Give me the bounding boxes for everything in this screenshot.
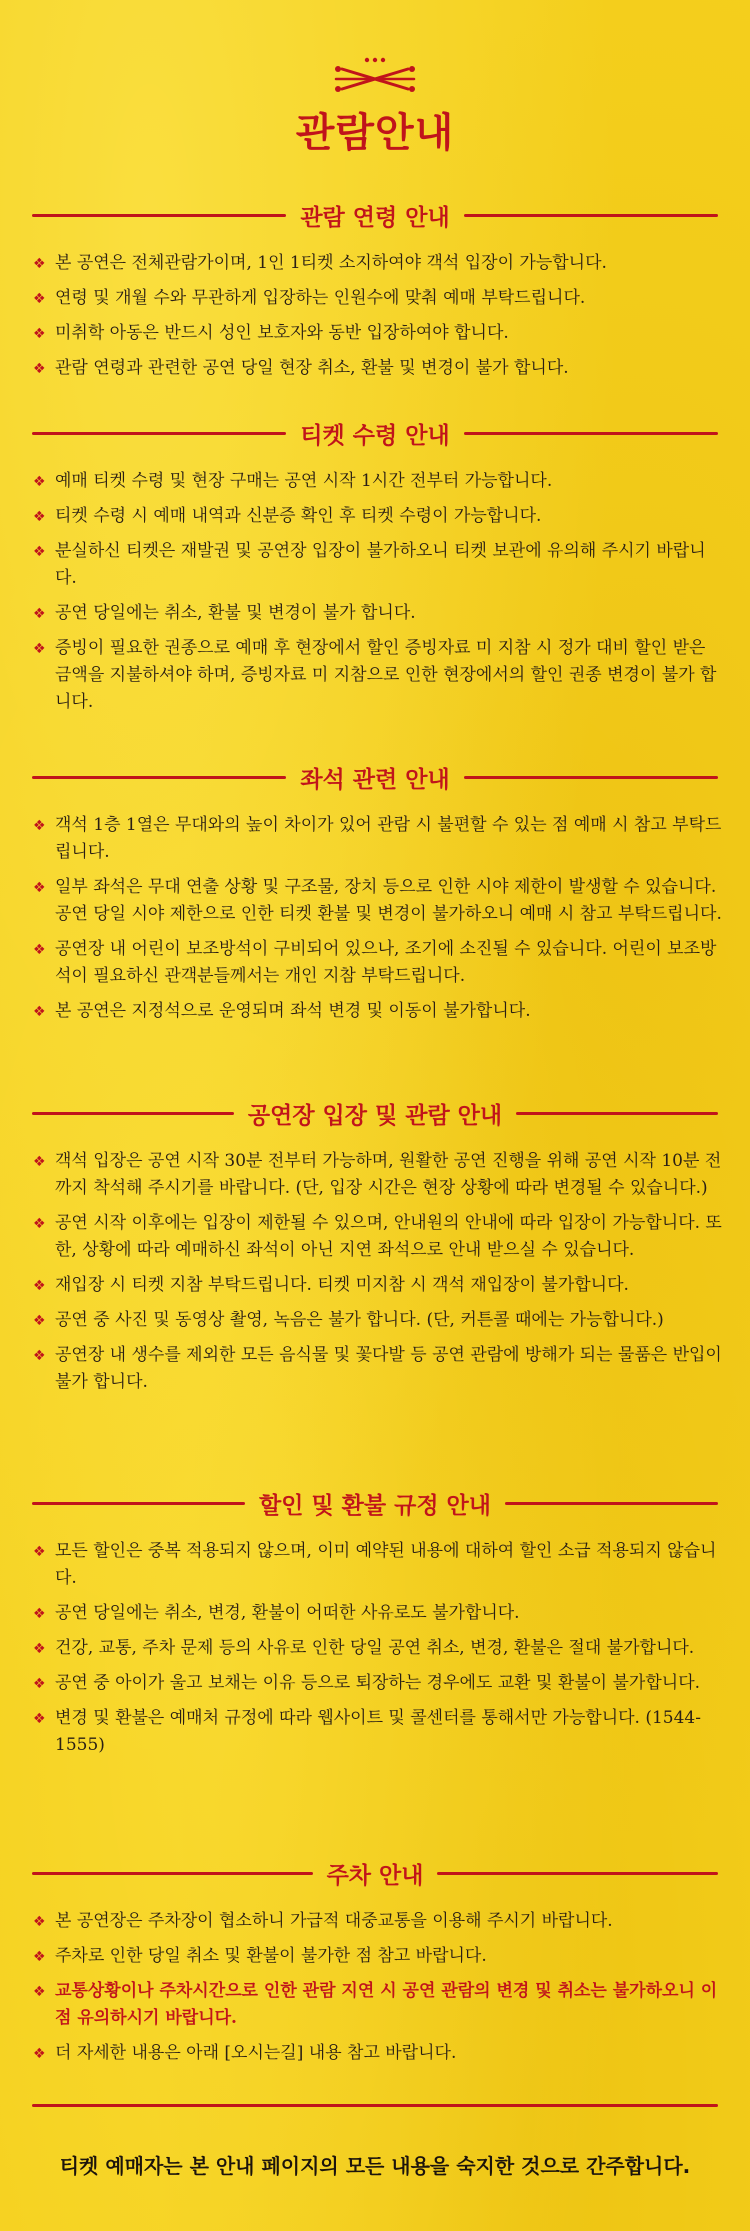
list-item-text: 공연장 내 어린이 보조방석이 구비되어 있으나, 조기에 소진될 수 있습니다. 어린이 보조방석이 필요하신 관객분들께서는 개인 지참 부탁드립니다. [55, 939, 717, 986]
list-item-text: 미취학 아동은 반드시 성인 보호자와 동반 입장하여야 합니다. [55, 323, 509, 343]
section-title: 좌석 관련 안내 [300, 766, 450, 793]
list-item [32, 1210, 722, 1264]
section-item-list [32, 1908, 722, 2075]
diamond-bullet-icon: ❖ [33, 1216, 46, 1232]
diamond-bullet-icon: ❖ [33, 1004, 46, 1020]
section-divider-left [32, 1112, 234, 1115]
section-item-list [32, 1148, 722, 1404]
list-item-text: 공연 시작 이후에는 입장이 제한될 수 있으며, 안내원의 안내에 따라 입장이 가능합니다. 또한, 상황에 따라 예매하신 좌석이 아닌 지연 좌석으로 안내 받으실 수 있습니다. [55, 1213, 722, 1260]
list-item [32, 320, 722, 347]
list-item-text: 증빙이 필요한 권종으로 예매 후 현장에서 할인 증빙자료 미 지참 시 정가 대비 할인 받은 금액을 지불하셔야 하며, 증빙자료 미 지참으로 인한 현장에서의 할인 권종 변경이 불가 합니다. [55, 638, 717, 712]
section-item-list [32, 1538, 722, 1767]
list-item-text: 객석 입장은 공연 시작 30분 전부터 가능하며, 원활한 공연 진행을 위해 공연 시작 10분 전까지 착석해 주시기를 바랍니다. (단, 입장 시간은 현장 상황에 따라 변경될 수 있습니다.) [55, 1151, 722, 1198]
list-item [32, 1635, 722, 1662]
list-item [32, 503, 722, 530]
list-item [32, 1342, 722, 1396]
diamond-bullet-icon: ❖ [33, 1154, 46, 1170]
section-header [32, 1488, 718, 1518]
section-divider-left [32, 214, 286, 217]
section-header [32, 1858, 718, 1888]
list-item-text: 재입장 시 티켓 지참 부탁드립니다. 티켓 미지참 시 객석 재입장이 불가합니다. [55, 1275, 629, 1295]
list-item [32, 1600, 722, 1627]
diamond-bullet-icon: ❖ [33, 1278, 46, 1294]
list-item-text: 공연장 내 생수를 제외한 모든 음식물 및 꽃다발 등 공연 관람에 방해가 되는 물품은 반입이 불가 합니다. [55, 1345, 722, 1392]
list-item [32, 1272, 722, 1299]
diamond-bullet-icon: ❖ [33, 641, 46, 657]
diamond-bullet-icon: ❖ [33, 1606, 46, 1622]
diamond-bullet-icon: ❖ [33, 1949, 46, 1965]
section-item-list [32, 250, 722, 390]
list-item-text: 본 공연은 지정석으로 운영되며 좌석 변경 및 이동이 불가합니다. [55, 1001, 531, 1021]
section-divider-left [32, 776, 286, 779]
page-title: 관람안내 [295, 110, 455, 156]
list-item [32, 600, 722, 627]
list-item [32, 635, 722, 716]
list-item [32, 355, 722, 382]
diamond-bullet-icon: ❖ [33, 291, 46, 307]
section-divider-right [437, 1872, 718, 1875]
list-item [32, 468, 722, 495]
list-item-text: 티켓 수령 시 예매 내역과 신분증 확인 후 티켓 수령이 가능합니다. [55, 506, 542, 526]
list-item-text: 객석 1층 1열은 무대와의 높이 차이가 있어 관람 시 불편할 수 있는 점 예매 시 참고 부탁드립니다. [55, 815, 722, 862]
list-item [32, 285, 722, 312]
list-item [32, 874, 722, 928]
list-item [32, 1538, 722, 1592]
diamond-bullet-icon: ❖ [33, 361, 46, 377]
list-item-text: 공연 당일에는 취소, 변경, 환불이 어떠한 사유로도 불가합니다. [55, 1603, 520, 1623]
page-header [0, 55, 750, 158]
diamond-bullet-icon: ❖ [33, 1544, 46, 1560]
section-item-list [32, 468, 722, 724]
diamond-bullet-icon: ❖ [33, 818, 46, 834]
diamond-bullet-icon: ❖ [33, 606, 46, 622]
section-item-list [32, 812, 722, 1033]
diamond-bullet-icon: ❖ [33, 474, 46, 490]
list-item [32, 998, 722, 1025]
diamond-bullet-icon: ❖ [33, 509, 46, 525]
list-item [32, 2040, 722, 2067]
list-item-text: 공연 중 사진 및 동영상 촬영, 녹음은 불가 합니다. (단, 커튼콜 때에는 가능합니다.) [55, 1310, 664, 1330]
footer-divider [32, 2104, 718, 2107]
section-title: 주차 안내 [326, 1862, 424, 1889]
section-header [32, 418, 718, 448]
list-item-text: 본 공연은 전체관람가이며, 1인 1티켓 소지하여야 객석 입장이 가능합니다. [55, 253, 607, 273]
section-header [32, 1098, 718, 1128]
section-divider-right [464, 432, 718, 435]
list-item [32, 1908, 722, 1935]
section-header [32, 200, 718, 230]
section-divider-left [32, 1502, 245, 1505]
section-title: 관람 연령 안내 [300, 204, 450, 231]
list-item-text: 관람 연령과 관련한 공연 당일 현장 취소, 환불 및 변경이 불가 합니다. [55, 358, 569, 378]
diamond-bullet-icon: ❖ [33, 1313, 46, 1329]
list-item-text: 공연 당일에는 취소, 환불 및 변경이 불가 합니다. [55, 603, 416, 623]
list-item-text: 일부 좌석은 무대 연출 상황 및 구조물, 장치 등으로 인한 시야 제한이 발생할 수 있습니다. 공연 당일 시야 제한으로 인한 티켓 환불 및 변경이 불가하오니 예매 시 참고 부탁드립니다. [55, 877, 722, 924]
list-item [32, 1978, 722, 2032]
diamond-bullet-icon: ❖ [33, 1711, 46, 1727]
section-divider-right [516, 1112, 718, 1115]
list-item-text: 더 자세한 내용은 아래 [오시는길] 내용 참고 바랍니다. [55, 2043, 457, 2063]
section-title: 공연장 입장 및 관람 안내 [247, 1102, 503, 1129]
list-item [32, 1148, 722, 1202]
list-item-text: 변경 및 환불은 예매처 규정에 따라 웹사이트 및 콜센터를 통해서만 가능합니다. (1544-1555) [55, 1708, 701, 1755]
list-item [32, 936, 722, 990]
section-divider-right [505, 1502, 718, 1505]
section-title: 티켓 수령 안내 [300, 422, 450, 449]
diamond-bullet-icon: ❖ [33, 256, 46, 272]
diamond-bullet-icon: ❖ [33, 880, 46, 896]
crossed-lines-ornament-icon [330, 55, 420, 95]
diamond-bullet-icon: ❖ [33, 1984, 46, 2000]
diamond-bullet-icon: ❖ [33, 1348, 46, 1364]
section-header [32, 762, 718, 792]
list-item-text: 모든 할인은 중복 적용되지 않으며, 이미 예약된 내용에 대하여 할인 소급 적용되지 않습니다. [55, 1541, 717, 1588]
section-divider-right [464, 214, 718, 217]
diamond-bullet-icon: ❖ [33, 1641, 46, 1657]
list-item [32, 1307, 722, 1334]
list-item-text: 분실하신 티켓은 재발권 및 공연장 입장이 불가하오니 티켓 보관에 유의해 주시기 바랍니다. [55, 541, 706, 588]
list-item-text: 본 공연장은 주차장이 협소하니 가급적 대중교통을 이용해 주시기 바랍니다. [55, 1911, 613, 1931]
list-item [32, 812, 722, 866]
section-divider-right [464, 776, 718, 779]
list-item [32, 1670, 722, 1697]
list-item-text: 공연 중 아이가 울고 보채는 이유 등으로 퇴장하는 경우에도 교환 및 환불이 불가합니다. [55, 1673, 701, 1693]
list-item-text: 주차로 인한 당일 취소 및 환불이 불가한 점 참고 바랍니다. [55, 1946, 487, 1966]
diamond-bullet-icon: ❖ [33, 1676, 46, 1692]
section-title: 할인 및 환불 규정 안내 [259, 1492, 491, 1519]
list-item [32, 250, 722, 277]
section-divider-left [32, 1872, 313, 1875]
list-item [32, 1705, 722, 1759]
footer-notice: 티켓 예매자는 본 안내 페이지의 모든 내용을 숙지한 것으로 간주합니다. [59, 2154, 691, 2178]
diamond-bullet-icon: ❖ [33, 2046, 46, 2062]
list-item-text: 건강, 교통, 주차 문제 등의 사유로 인한 당일 공연 취소, 변경, 환불은 절대 불가합니다. [55, 1638, 695, 1658]
list-item-text: 예매 티켓 수령 및 현장 구매는 공연 시작 1시간 전부터 가능합니다. [55, 471, 553, 491]
diamond-bullet-icon: ❖ [33, 1914, 46, 1930]
list-item [32, 538, 722, 592]
section-divider-left [32, 432, 286, 435]
list-item [32, 1943, 722, 1970]
diamond-bullet-icon: ❖ [33, 326, 46, 342]
diamond-bullet-icon: ❖ [33, 544, 46, 560]
list-item-text: 연령 및 개월 수와 무관하게 입장하는 인원수에 맞춰 예매 부탁드립니다. [55, 288, 586, 308]
diamond-bullet-icon: ❖ [33, 942, 46, 958]
list-item-text: 교통상황이나 주차시간으로 인한 관람 지연 시 공연 관람의 변경 및 취소는 불가하오니 이 점 유의하시기 바랍니다. [55, 1981, 718, 2028]
